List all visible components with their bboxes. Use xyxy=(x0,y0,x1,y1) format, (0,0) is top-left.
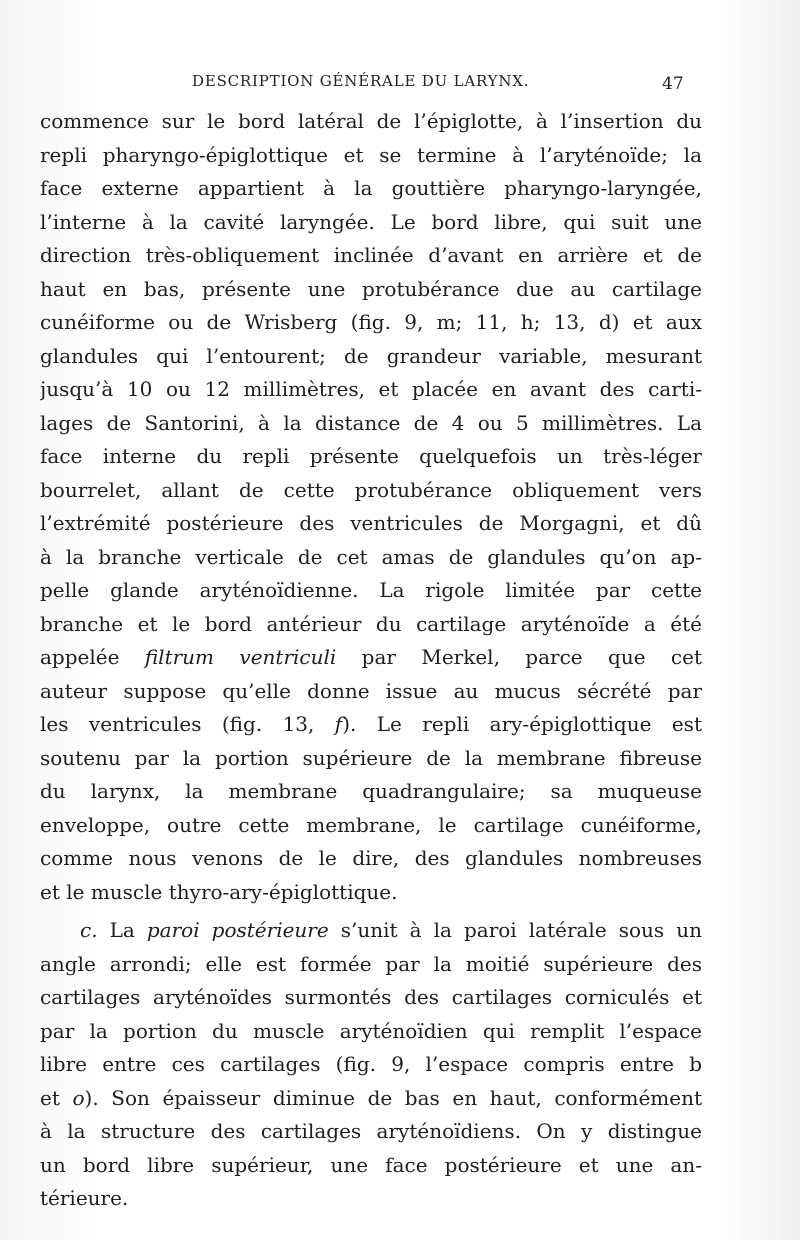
text-line: soutenu par la portion supérieure de la membrane fibreuse xyxy=(40,745,702,770)
text-run: La xyxy=(97,918,147,942)
text-run: appelée xyxy=(40,645,145,669)
text-line xyxy=(40,914,702,948)
text-run: les ventricules (fig. 13, xyxy=(40,712,335,736)
text-line: lages de Santorini, à la distance de 4 ou 5 millimètres. La xyxy=(40,410,702,435)
text-line: branche et le bord antérieur du cartilage aryténoïde a été xyxy=(40,611,702,636)
italic-term: f xyxy=(334,712,343,736)
text-line xyxy=(40,641,702,675)
running-head: DESCRIPTION GÉNÉRALE DU LARYNX. xyxy=(192,72,530,90)
text-line: cartilages aryténoïdes surmontés des cartilages corniculés et xyxy=(40,985,702,1009)
text-line: bourrelet, allant de cette protubérance obliquement vers xyxy=(40,477,702,502)
page-number: 47 xyxy=(662,74,684,94)
text-run: s’unit à la paroi latérale sous un xyxy=(328,918,702,942)
text-line: commence sur le bord latéral de l’épiglotte, à l’insertion du xyxy=(40,109,702,133)
text-line: et le muscle thyro-ary-épiglottique. xyxy=(40,879,398,904)
section-label: c. xyxy=(80,918,98,942)
text-line: par la portion du muscle aryténoïdien qui remplit l’espace xyxy=(40,1018,702,1043)
text-line: cunéiforme ou de Wrisberg (fig. 9, m; 11, h; 13, d) et aux xyxy=(40,310,702,334)
italic-term: o xyxy=(72,1085,85,1110)
text-line xyxy=(40,708,702,742)
text-line: pelle glande aryténoïdienne. La rigole limitée par cette xyxy=(40,578,702,602)
text-line: haut en bas, présente une protubérance due au cartilage xyxy=(40,276,702,301)
text-line: l’interne à la cavité laryngée. Le bord libre, qui suit une xyxy=(40,209,702,234)
text-line: direction très-obliquement inclinée d’avant en arrière et de xyxy=(40,243,702,267)
text-line: glandules qui l’entourent; de grandeur variable, mesurant xyxy=(40,343,702,368)
text-line: l’extrémité postérieure des ventricules de Morgagni, et dû xyxy=(40,511,702,535)
text-line: térieure. xyxy=(40,1186,129,1210)
page-header xyxy=(0,72,800,102)
text-run: par Merkel, parce que cet xyxy=(336,645,702,669)
italic-term: filtrum ventriculi xyxy=(144,645,337,669)
text-line: libre entre ces cartilages (fig. 9, l’espace compris entre b xyxy=(40,1052,702,1076)
text-line: repli pharyngo-épiglottique et se termine à l’aryténoïde; la xyxy=(40,142,702,167)
text-line xyxy=(40,1082,702,1116)
text-line: face externe appartient à la gouttière pharyngo-laryngée, xyxy=(40,176,702,200)
text-line: du larynx, la membrane quadrangulaire; sa muqueuse xyxy=(40,779,702,803)
text-line: auteur suppose qu’elle donne issue au mucus sécrété par xyxy=(40,678,702,703)
text-line: jusqu’à 10 ou 12 millimètres, et placée en avant des carti- xyxy=(40,377,702,401)
text-run: et xyxy=(40,1085,73,1110)
text-run: ). Son épaisseur diminue de bas en haut, conformément xyxy=(84,1085,702,1110)
text-line: comme nous venons de le dire, des glandules nombreuses xyxy=(40,846,702,870)
text-line: angle arrondi; elle est formée par la moitié supérieure des xyxy=(40,951,702,976)
text-line: face interne du repli présente quelquefois un très-léger xyxy=(40,444,702,468)
text-line: un bord libre supérieur, une face postérieure et une an- xyxy=(40,1152,702,1177)
text-run: ). Le repli ary-épiglottique est xyxy=(342,712,702,736)
body-text xyxy=(40,105,702,1216)
text-line: enveloppe, outre cette membrane, le cartilage cunéiforme, xyxy=(40,812,702,837)
text-line: à la branche verticale de cet amas de glandules qu’on ap- xyxy=(40,544,702,569)
text-line: à la structure des cartilages aryténoïdiens. On y distingue xyxy=(40,1119,702,1143)
italic-term: paroi postérieure xyxy=(146,918,329,942)
